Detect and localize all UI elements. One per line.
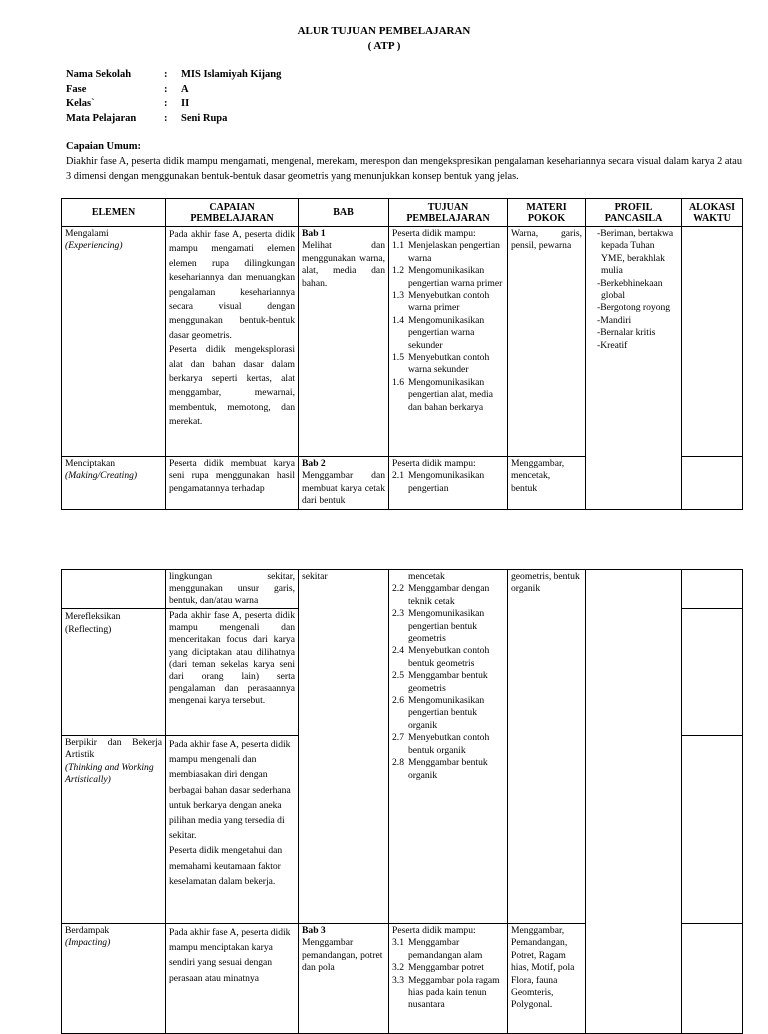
cell-capaian: Pada akhir fase A, peserta didik mampu mengenali dan menceritakan focus dari karya yang diciptakan atau dilihatnya (dari teman sekelas karya seni dari orang lain) serta pengalaman dan perasaannya mengenai karya tersebut.	[166, 609, 299, 736]
tujuan-list	[392, 240, 504, 414]
cell-tujuan: Peserta didik mampu: 3.1 Menggambar pemandangan alam 3.2 Menggambar potret 3.3 Meggambar pola ragam hias pada kain tenun nusantara	[389, 924, 508, 1034]
cell-capaian: Pada akhir fase A, peserta didik mampu mengenali dan membiasakan diri dengan berbagai bahan dasar sederhana untuk berkarya dengan aneka pilihan media yang tersedia di sekitar. Peserta didik mengetahui dan memahami keutamaan faktor keselamatan dalam bekerja.	[166, 736, 299, 924]
cell-elemen	[62, 570, 166, 609]
list-item: 3.1 Menggambar pemandangan alam	[392, 937, 483, 961]
table-row	[62, 227, 743, 457]
atp-table-part2	[61, 569, 743, 1034]
header-alokasi: ALOKASI WAKTU	[682, 199, 743, 227]
cell-tujuan: mencetak 2.2 Menggambar dengan teknik cetak 2.3 Mengomunikasikan pengertian bentuk geometris 2.4 Menyebutkan contoh bentuk geometris 2.5 Menggambar bentuk geometris 2.6 Mengomunikasikan pengertian bentuk organik 2.7 Menyebutkan contoh bentuk organik 2.8 Menggambar bentuk organik	[389, 570, 508, 924]
list-item: 2.1 Mengomunikasikan pengertian	[392, 470, 485, 494]
cell-materi: Menggambar, mencetak, bentuk	[508, 457, 586, 510]
list-item: 2.4 Menyebutkan contoh bentuk geometris	[392, 645, 490, 669]
list-item: 2.8 Menggambar bentuk organik	[392, 757, 488, 781]
list-item: 1.2 Mengomunikasikan pengertian warna primer	[392, 265, 503, 289]
cell-elemen: Menciptakan (Making/Creating)	[62, 457, 166, 510]
identity-row: Nama Sekolah : MIS Islamiyah Kijang	[66, 69, 282, 80]
header-tujuan: TUJUAN PEMBELAJARAN	[389, 199, 508, 227]
cell-alokasi	[682, 570, 743, 609]
identity-row: Fase : A	[66, 83, 189, 95]
cell-alokasi	[682, 736, 743, 924]
list-item: 3.2 Menggambar potret	[392, 962, 484, 974]
tujuan-list	[392, 937, 504, 1011]
atp-table-part1	[61, 198, 743, 510]
cell-elemen: Merefleksikan (Reflecting)	[62, 609, 166, 736]
cell-capaian: Pada akhir fase A, peserta didik mampu menciptakan karya sendiri yang sesuai dengan perasaan atau minatnya	[166, 924, 299, 1034]
header-bab: BAB	[299, 199, 389, 227]
document-title: ALUR TUJUAN PEMBELAJARAN	[297, 25, 471, 37]
list-item: 1.6 Mengomunikasikan pengertian alat, media dan bahan berkarya	[392, 376, 493, 413]
cell-capaian: Pada akhir fase A, peserta didik mampu mengamati elemen elemen rupa dilingkungan kesehariannya dan menuangkan pengalaman kesehariannya secara visual dengan menggunakan bentuk-bentuk dasar geometris. Peserta didik mengeksplorasi alat dan bahan dasar dalam berkarya seperti kertas, alat menggambar, mewarnai, membentuk, memotong, dan merekat.	[166, 227, 299, 457]
list-item: 2.7 Menyebutkan contoh bentuk organik	[392, 732, 490, 756]
list-item: - Beriman, bertakwa kepada Tuhan YME, berakhlak mulia	[589, 228, 678, 278]
cell-alokasi	[682, 227, 743, 457]
capaian-umum-text: Diakhir fase A, peserta didik mampu mengamati, mengenal, merekam, merespon dan mengekspresikan pengalaman kesehariannya secara visual dalam karya 2 atau 3 dimensi dengan menggunakan bentuk-bentuk dasar geometris yang menunjukkan konsep bentuk yang jelas.	[66, 156, 742, 182]
identity-row: Kelas` : II	[66, 98, 190, 109]
cell-elemen: Mengalami (Experiencing)	[62, 227, 166, 457]
document-subtitle: ( ATP )	[367, 40, 401, 52]
cell-elemen: Berpikir dan Bekerja Artistik (Thinking and Working Artistically)	[62, 736, 166, 924]
header-elemen: ELEMEN	[62, 199, 166, 227]
list-item: 1.5 Menyebutkan contoh warna sekunder	[392, 352, 490, 376]
list-item: 2.6 Mengomunikasikan pengertian bentuk organik	[392, 695, 485, 731]
cell-capaian: lingkungan sekitar, menggunakan unsur garis, bentuk, dan/atau warna	[166, 570, 299, 609]
capaian-umum-label: Capaian Umum:	[66, 141, 141, 152]
list-item: - Berkebhinekaan global	[589, 278, 678, 303]
cell-alokasi	[682, 609, 743, 736]
list-item: - Bernalar kritis	[589, 327, 678, 339]
cell-tujuan: Peserta didik mampu: 1.1 Menjelaskan pengertian warna 1.2 Mengomunikasikan pengertian warna primer 1.3 Menyebutkan contoh warna primer 1.4 Mengomunikasikan pengertian warna sekunder 1.5 Menyebutkan contoh warna sekunder 1.6 Mengomunikasikan pengertian alat, media dan bahan berkarya	[389, 227, 508, 457]
cell-bab: Bab 1 Melihat dan menggunakan warna, alat, media dan bahan.	[299, 227, 389, 457]
table-row	[62, 570, 743, 609]
tujuan-list	[392, 583, 504, 782]
header-profil: PROFIL PANCASILA	[586, 199, 682, 227]
cell-alokasi	[682, 924, 743, 1034]
cell-profil	[586, 570, 682, 1034]
cell-alokasi	[682, 457, 743, 510]
header-capaian: CAPAIAN PEMBELAJARAN	[166, 199, 299, 227]
cell-capaian: Peserta didik membuat karya seni rupa menggunakan hasil pengamatannya terhadap	[166, 457, 299, 510]
list-item: 1.1 Menjelaskan pengertian warna	[392, 240, 500, 264]
cell-materi: Warna, garis, pensil, pewarna	[508, 227, 586, 457]
cell-tujuan: Peserta didik mampu: 2.1 Mengomunikasikan pengertian	[389, 457, 508, 510]
header-materi: MATERI POKOK	[508, 199, 586, 227]
identity-row: Mata Pelajaran : Seni Rupa	[66, 112, 228, 124]
list-item: 2.2 Menggambar dengan teknik cetak	[392, 583, 490, 607]
list-item: 1.3 Menyebutkan contoh warna primer	[392, 290, 490, 314]
list-item: - Bergotong royong	[589, 302, 678, 314]
cell-materi: geometris, bentuk organik	[508, 570, 586, 924]
cell-materi: Menggambar, Pemandangan, Potret, Ragam hias, Motif, pola Flora, fauna Geomteris, Polygonal.	[508, 924, 586, 1034]
profil-list	[589, 228, 678, 352]
cell-elemen: Berdampak (Impacting)	[62, 924, 166, 1034]
list-item: 2.3 Mengomunikasikan pengertian bentuk geometris	[392, 608, 485, 645]
list-item: - Mandiri	[589, 315, 678, 327]
list-item: 1.4 Mengomunikasikan pengertian warna sekunder	[392, 314, 485, 351]
cell-bab: sekitar	[299, 570, 389, 924]
list-item: - Kreatif	[589, 340, 678, 352]
cell-profil	[586, 227, 682, 510]
cell-bab: Bab 2 Menggambar dan membuat karya cetak dari bentuk	[299, 457, 389, 510]
list-item: 2.5 Menggambar bentuk geometris	[392, 670, 488, 694]
identity-block	[66, 68, 281, 126]
cell-bab: Bab 3 Menggambar pemandangan, potret dan pola	[299, 924, 389, 1034]
table-header-row	[62, 199, 743, 227]
list-item: 3.3 Meggambar pola ragam hias pada kain tenun nusantara	[392, 974, 500, 1011]
